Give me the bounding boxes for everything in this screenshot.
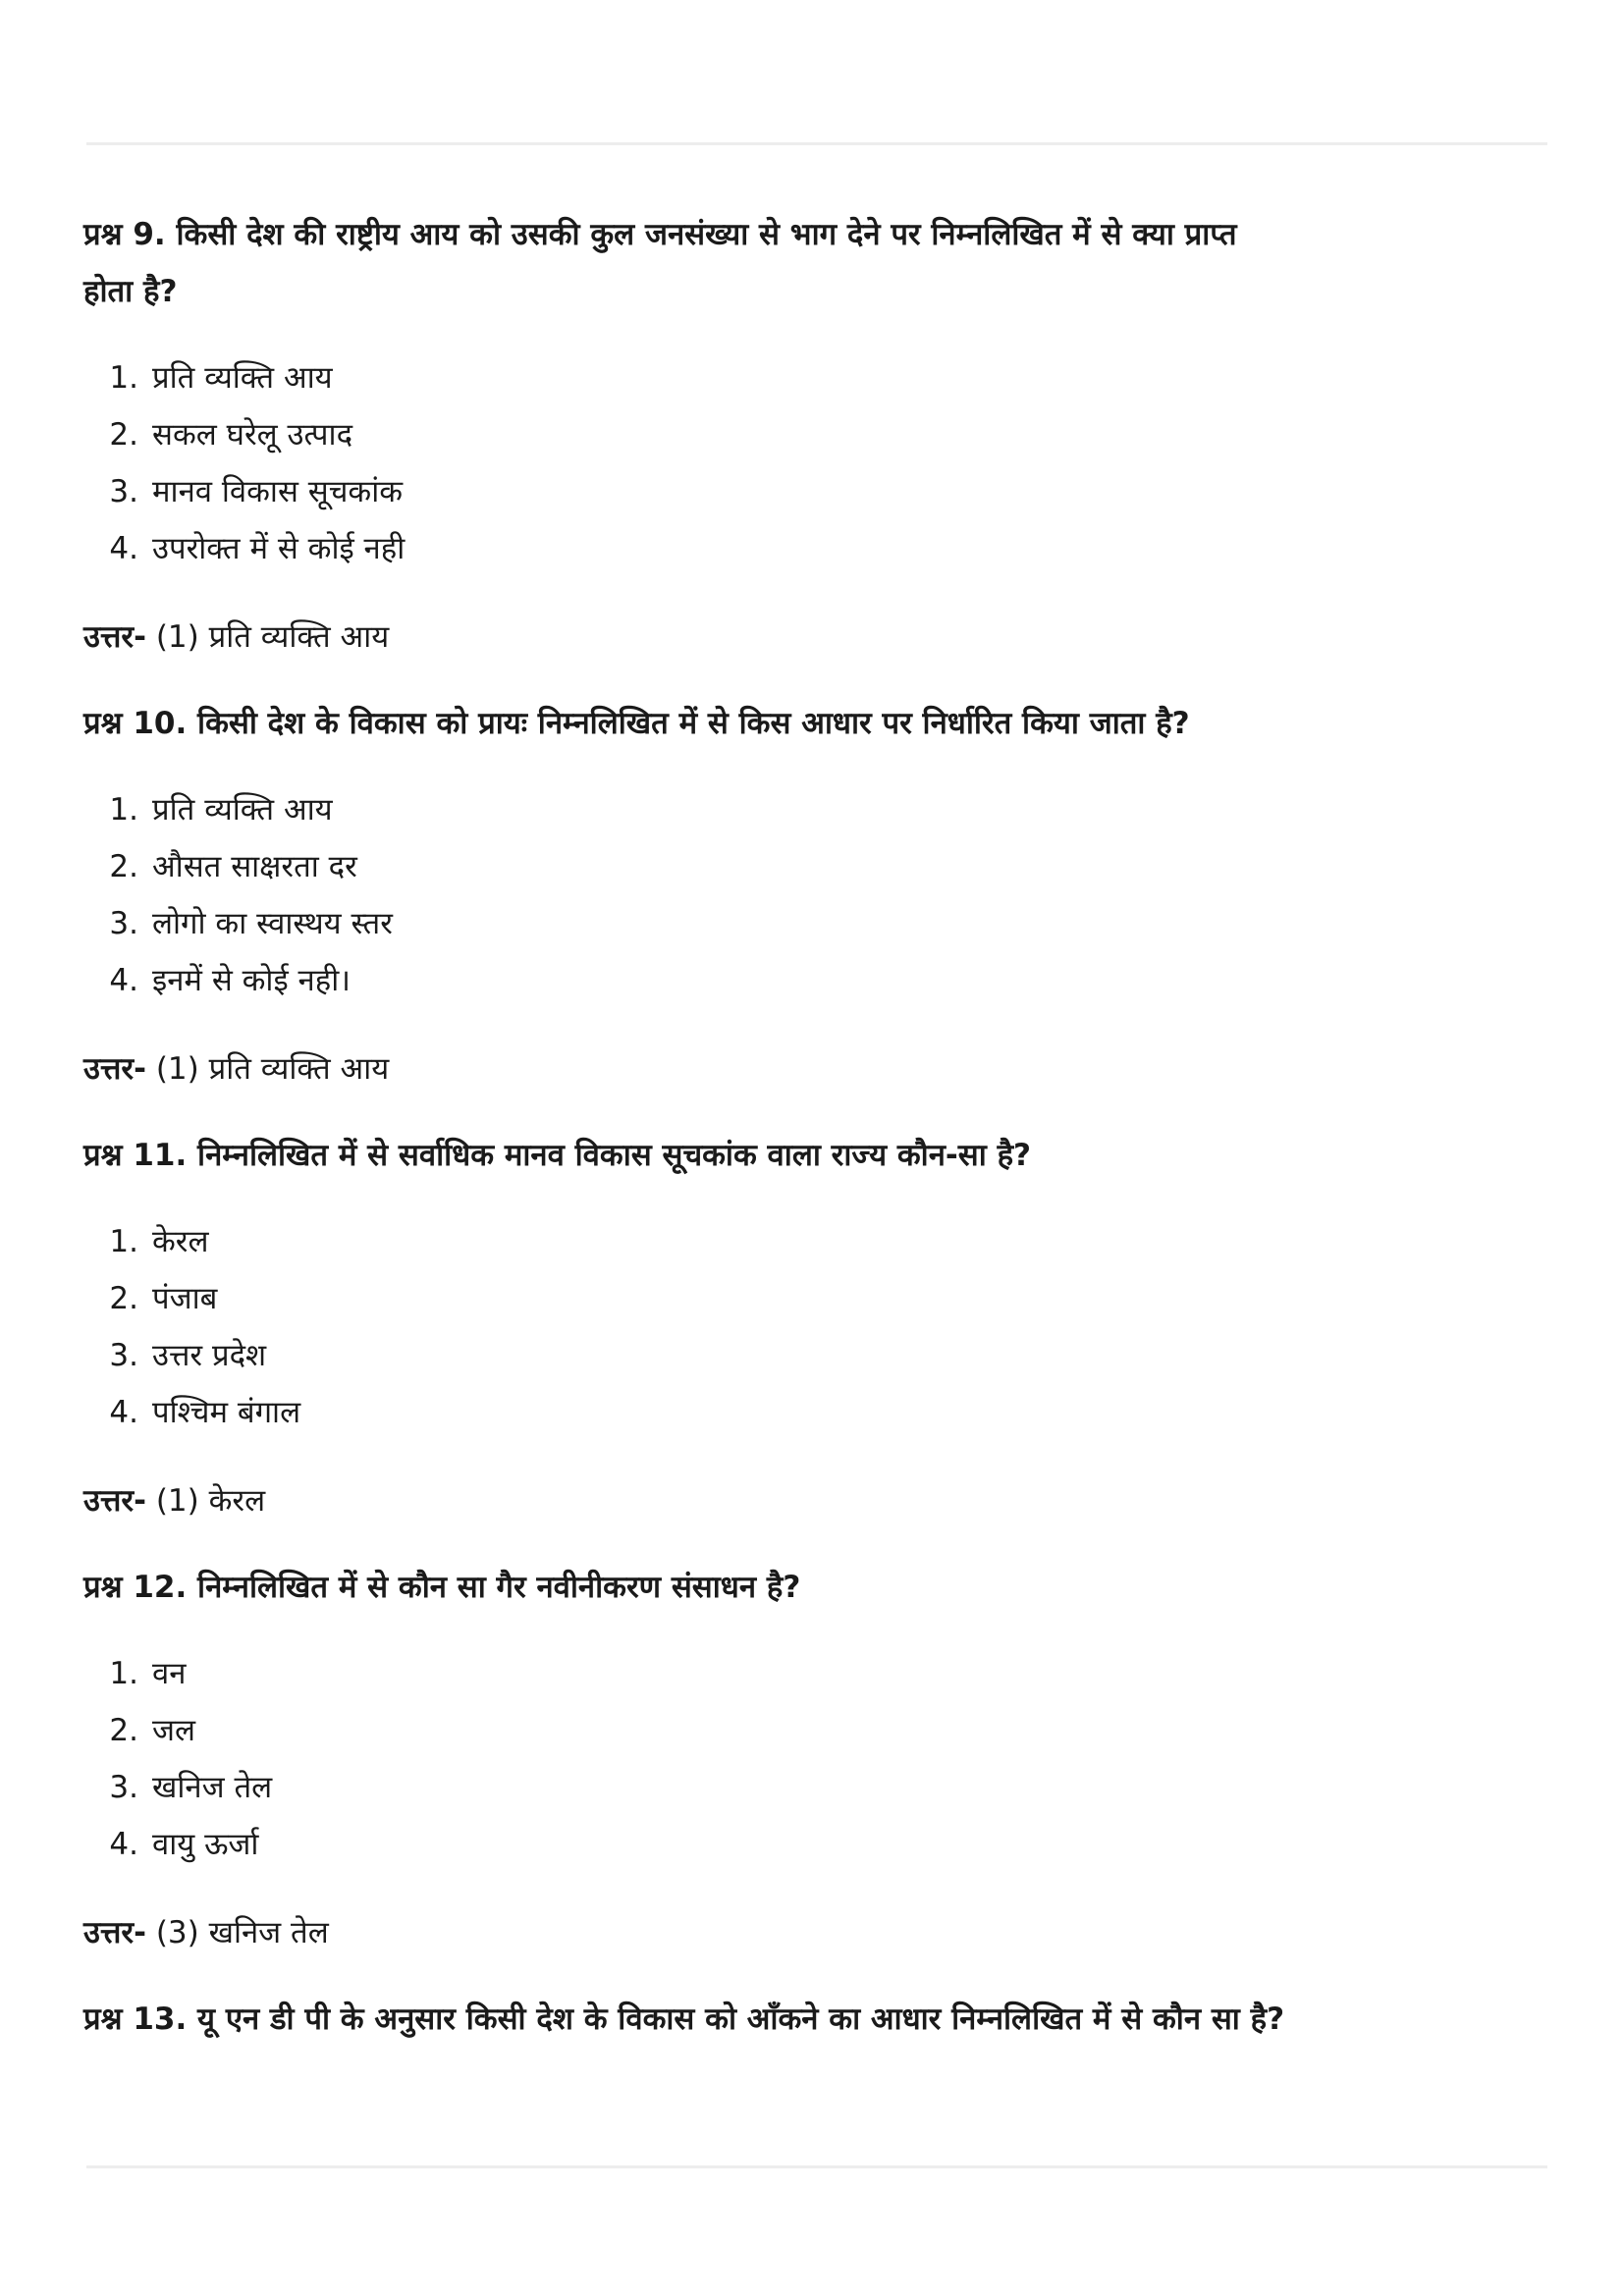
question-9-title: प्रश्न 9. किसी देश की राष्ट्रीय आय को उसकी कुल जनसंख्या से भाग देने पर निम्नलिखित में से क्या प्राप्त होता है?: [83, 217, 1237, 309]
option-text: वायु ऊर्जा: [152, 1827, 259, 1862]
option-item: [83, 349, 1537, 406]
answer-12: [83, 1904, 1537, 1961]
option-number: 2.: [109, 1713, 138, 1748]
option-item: [83, 781, 1537, 838]
option-number: 1.: [109, 1224, 138, 1259]
option-text: लोगो का स्वास्थय स्तर: [152, 906, 393, 941]
option-text: पंजाब: [152, 1281, 218, 1316]
question-10-title: प्रश्न 10. किसी देश के विकास को प्रायः निम्नलिखित में से किस आधार पर निर्धारित किया जाता है?: [83, 706, 1190, 741]
option-text: इनमें से कोई नही।: [152, 963, 351, 998]
answer-text: (1) प्रति व्यक्ति आय: [145, 619, 390, 655]
option-item: [83, 1270, 1537, 1327]
question-block-13: [83, 1991, 1537, 2048]
option-item: [83, 1759, 1537, 1816]
option-number: 2.: [109, 849, 138, 884]
option-number: 2.: [109, 1281, 138, 1316]
answer-label: उत्तर-: [83, 1051, 146, 1087]
option-text: पश्चिम बंगाल: [152, 1395, 301, 1430]
option-item: [83, 838, 1537, 895]
question-9-options: [83, 349, 1537, 577]
option-item: [83, 520, 1537, 577]
option-number: 4.: [109, 531, 138, 566]
question-block-10: [83, 695, 1537, 1097]
option-text: केरल: [152, 1224, 209, 1259]
option-item: [83, 1384, 1537, 1441]
answer-text: (3) खनिज तेल: [145, 1915, 329, 1950]
top-divider: [86, 142, 1547, 145]
option-item: [83, 952, 1537, 1009]
question-11-title: प्रश्न 11. निम्नलिखित में से सर्वाधिक मानव विकास सूचकांक वाला राज्य कौन-सा है?: [83, 1138, 1032, 1173]
option-number: 4.: [109, 963, 138, 998]
option-item: [83, 1327, 1537, 1384]
answer-label: उत्तर-: [83, 1483, 146, 1519]
answer-text: (1) प्रति व्यक्ति आय: [145, 1051, 390, 1087]
answer-text: (1) केरल: [145, 1483, 266, 1519]
option-text: खनिज तेल: [152, 1770, 273, 1805]
question-12-title: प्रश्न 12. निम्नलिखित में से कौन सा गैर नवीनीकरण संसाधन है?: [83, 1570, 801, 1605]
question-block-12: [83, 1559, 1537, 1961]
answer-label: उत्तर-: [83, 1915, 146, 1950]
answer-10: [83, 1041, 1537, 1097]
option-text: सकल घरेलू उत्पाद: [152, 417, 353, 453]
option-text: औसत साक्षरता दर: [152, 849, 357, 884]
option-number: 1.: [109, 792, 138, 828]
option-number: 1.: [109, 360, 138, 396]
answer-label: उत्तर-: [83, 619, 146, 655]
question-list: [83, 206, 1537, 2048]
option-text: प्रति व्यक्ति आय: [152, 792, 333, 828]
option-number: 2.: [109, 417, 138, 453]
option-text: उत्तर प्रदेश: [152, 1338, 267, 1373]
option-number: 3.: [109, 1770, 138, 1805]
option-item: [83, 463, 1537, 520]
option-number: 3.: [109, 906, 138, 941]
option-number: 3.: [109, 474, 138, 509]
option-item: [83, 895, 1537, 952]
question-10-options: [83, 781, 1537, 1009]
option-text: मानव विकास सूचकांक: [152, 474, 404, 509]
answer-9: [83, 609, 1537, 666]
question-11-options: [83, 1213, 1537, 1441]
option-item: [83, 406, 1537, 463]
option-number: 1.: [109, 1656, 138, 1691]
option-text: वन: [152, 1656, 187, 1691]
question-block-9: [83, 206, 1537, 666]
answer-11: [83, 1472, 1537, 1529]
option-number: 4.: [109, 1827, 138, 1862]
question-block-11: [83, 1127, 1537, 1529]
option-text: जल: [152, 1713, 196, 1748]
bottom-divider: [86, 2165, 1547, 2168]
question-13-title: प्रश्न 13. यू एन डी पी के अनुसार किसी देश के विकास को आँकने का आधार निम्नलिखित में से कौन सा है?: [83, 2002, 1285, 2037]
option-item: [83, 1702, 1537, 1759]
option-item: [83, 1213, 1537, 1270]
option-text: उपरोक्त में से कोई नही: [152, 531, 406, 566]
option-number: 4.: [109, 1395, 138, 1430]
option-number: 3.: [109, 1338, 138, 1373]
question-12-options: [83, 1645, 1537, 1873]
option-item: [83, 1816, 1537, 1873]
option-text: प्रति व्यक्ति आय: [152, 360, 333, 396]
option-item: [83, 1645, 1537, 1702]
